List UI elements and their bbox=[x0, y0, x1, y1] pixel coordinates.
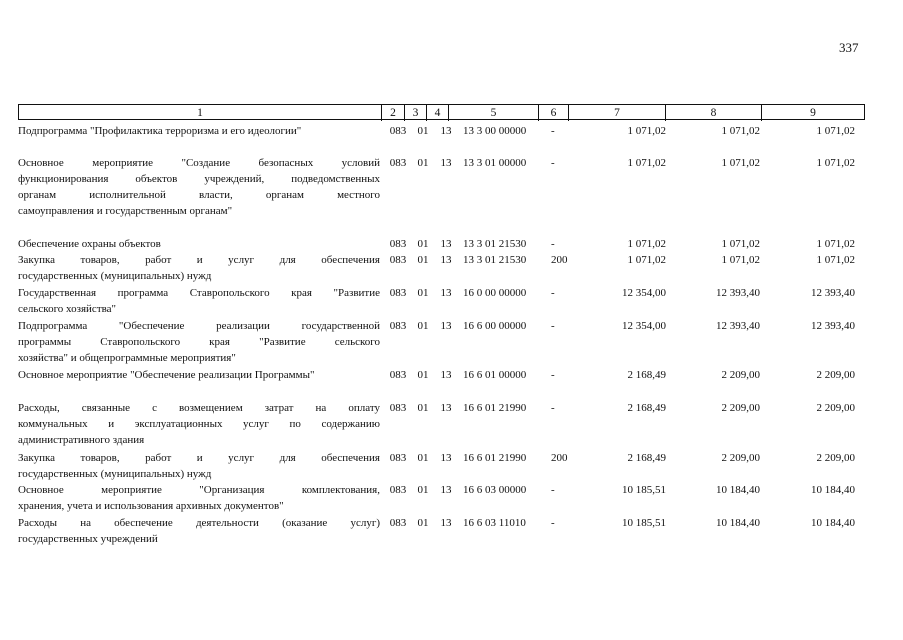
section-code: 01 bbox=[417, 517, 429, 529]
header-col-5: 5 bbox=[449, 105, 539, 121]
amount-col-9: 12 393,40 bbox=[811, 320, 855, 332]
row-name-line: Основное мероприятие "Обеспечение реализации Программы" bbox=[18, 369, 315, 381]
row-name-line: Обеспечение охраны объектов bbox=[18, 238, 161, 250]
expense-type-code: - bbox=[551, 157, 555, 169]
header-col-2: 2 bbox=[382, 105, 405, 121]
amount-col-7: 1 071,02 bbox=[627, 254, 666, 266]
amount-col-7: 10 185,51 bbox=[622, 484, 666, 496]
amount-col-9: 1 071,02 bbox=[816, 125, 855, 137]
amount-col-9: 2 209,00 bbox=[816, 369, 855, 381]
amount-col-8: 1 071,02 bbox=[721, 254, 760, 266]
row-name-line: Расходы, связанные с возмещением затрат на оплату bbox=[18, 402, 380, 414]
subsection-code: 13 bbox=[440, 402, 452, 414]
header-col-4: 4 bbox=[427, 105, 449, 121]
row-name-line: хозяйства" и общепрограммные мероприятия" bbox=[18, 352, 236, 364]
amount-col-8: 10 184,40 bbox=[716, 484, 760, 496]
row-name-line: самоуправления и государственным органам" bbox=[18, 205, 233, 217]
amount-col-8: 2 209,00 bbox=[721, 369, 760, 381]
amount-col-9: 1 071,02 bbox=[816, 238, 855, 250]
table-header bbox=[18, 104, 865, 120]
amount-col-9: 2 209,00 bbox=[816, 402, 855, 414]
row-name bbox=[18, 450, 380, 482]
row-name-line: Государственная программа Ставропольского края "Развитие bbox=[18, 287, 380, 299]
row-name-line: Закупка товаров, работ и услуг для обеспечения bbox=[18, 254, 380, 266]
section-code: 01 bbox=[417, 320, 429, 332]
header-col-3: 3 bbox=[405, 105, 427, 121]
ministry-code: 083 bbox=[389, 157, 407, 169]
target-article-code: 13 3 01 00000 bbox=[463, 157, 527, 169]
amount-col-8: 1 071,02 bbox=[721, 125, 760, 137]
row-name-line: хранения, учета и использования архивных документов" bbox=[18, 500, 284, 512]
row-name bbox=[18, 400, 380, 448]
ministry-code: 083 bbox=[389, 402, 407, 414]
row-name bbox=[18, 285, 380, 317]
amount-col-8: 12 393,40 bbox=[716, 320, 760, 332]
subsection-code: 13 bbox=[440, 320, 452, 332]
section-code: 01 bbox=[417, 238, 429, 250]
row-name-line: Основное мероприятие "Организация комплектования, bbox=[18, 484, 380, 496]
expense-type-code: - bbox=[551, 238, 555, 250]
ministry-code: 083 bbox=[389, 287, 407, 299]
target-article-code: 16 6 01 00000 bbox=[463, 369, 527, 381]
subsection-code: 13 bbox=[440, 287, 452, 299]
target-article-code: 13 3 01 21530 bbox=[463, 238, 527, 250]
amount-col-8: 2 209,00 bbox=[721, 402, 760, 414]
target-article-code: 16 0 00 00000 bbox=[463, 287, 527, 299]
row-name-line: Расходы на обеспечение деятельности (оказание услуг) bbox=[18, 517, 380, 529]
section-code: 01 bbox=[417, 157, 429, 169]
amount-col-8: 1 071,02 bbox=[721, 157, 760, 169]
ministry-code: 083 bbox=[389, 254, 407, 266]
amount-col-8: 10 184,40 bbox=[716, 517, 760, 529]
target-article-code: 13 3 01 21530 bbox=[463, 254, 527, 266]
expense-type-code: - bbox=[551, 287, 555, 299]
row-name bbox=[18, 318, 380, 366]
row-name bbox=[18, 367, 380, 383]
expense-type-code: 200 bbox=[551, 452, 568, 464]
row-name-line: программы Ставропольского края "Развитие сельского bbox=[18, 336, 380, 348]
row-name-line: государственных учреждений bbox=[18, 533, 158, 545]
section-code: 01 bbox=[417, 254, 429, 266]
amount-col-8: 2 209,00 bbox=[721, 452, 760, 464]
subsection-code: 13 bbox=[440, 452, 452, 464]
row-name-line: Подпрограмма "Профилактика терроризма и его идеологии" bbox=[18, 125, 302, 137]
expense-type-code: - bbox=[551, 402, 555, 414]
subsection-code: 13 bbox=[440, 125, 452, 137]
ministry-code: 083 bbox=[389, 452, 407, 464]
amount-col-9: 10 184,40 bbox=[811, 484, 855, 496]
subsection-code: 13 bbox=[440, 517, 452, 529]
amount-col-8: 12 393,40 bbox=[716, 287, 760, 299]
amount-col-7: 2 168,49 bbox=[627, 452, 666, 464]
section-code: 01 bbox=[417, 369, 429, 381]
section-code: 01 bbox=[417, 125, 429, 137]
amount-col-7: 1 071,02 bbox=[627, 238, 666, 250]
expense-type-code: - bbox=[551, 369, 555, 381]
row-name-line: сельского хозяйства" bbox=[18, 303, 117, 315]
row-name bbox=[18, 515, 380, 547]
amount-col-9: 2 209,00 bbox=[816, 452, 855, 464]
amount-col-8: 1 071,02 bbox=[721, 238, 760, 250]
amount-col-9: 10 184,40 bbox=[811, 517, 855, 529]
ministry-code: 083 bbox=[389, 484, 407, 496]
row-name-line: Закупка товаров, работ и услуг для обеспечения bbox=[18, 452, 380, 464]
header-col-1: 1 bbox=[19, 105, 382, 121]
row-name-line: государственных (муниципальных) нужд bbox=[18, 270, 212, 282]
amount-col-7: 2 168,49 bbox=[627, 369, 666, 381]
header-col-7: 7 bbox=[569, 105, 666, 121]
target-article-code: 16 6 03 11010 bbox=[463, 517, 526, 529]
ministry-code: 083 bbox=[389, 369, 407, 381]
row-name-line: органам исполнительной власти, органам местного bbox=[18, 189, 380, 201]
page-number: 337 bbox=[839, 40, 859, 55]
expense-type-code: - bbox=[551, 320, 555, 332]
amount-col-7: 12 354,00 bbox=[622, 320, 666, 332]
amount-col-7: 12 354,00 bbox=[622, 287, 666, 299]
section-code: 01 bbox=[417, 452, 429, 464]
subsection-code: 13 bbox=[440, 238, 452, 250]
row-name bbox=[18, 236, 380, 252]
row-name-line: функционирования объектов учреждений, подведомственных bbox=[18, 173, 380, 185]
section-code: 01 bbox=[417, 287, 429, 299]
row-name bbox=[18, 123, 380, 139]
subsection-code: 13 bbox=[440, 157, 452, 169]
ministry-code: 083 bbox=[389, 125, 407, 137]
expense-type-code: 200 bbox=[551, 254, 568, 266]
section-code: 01 bbox=[417, 484, 429, 496]
amount-col-7: 1 071,02 bbox=[627, 157, 666, 169]
target-article-code: 16 6 01 21990 bbox=[463, 402, 527, 414]
subsection-code: 13 bbox=[440, 254, 452, 266]
section-code: 01 bbox=[417, 402, 429, 414]
row-name-line: Подпрограмма "Обеспечение реализации государственной bbox=[18, 320, 380, 332]
expense-type-code: - bbox=[551, 125, 555, 137]
amount-col-7: 2 168,49 bbox=[627, 402, 666, 414]
header-col-6: 6 bbox=[539, 105, 569, 121]
row-name-line: коммунальных и эксплуатационных услуг по содержанию bbox=[18, 418, 380, 430]
target-article-code: 13 3 00 00000 bbox=[463, 125, 527, 137]
target-article-code: 16 6 00 00000 bbox=[463, 320, 527, 332]
amount-col-7: 1 071,02 bbox=[627, 125, 666, 137]
row-name bbox=[18, 252, 380, 284]
expense-type-code: - bbox=[551, 484, 555, 496]
subsection-code: 13 bbox=[440, 369, 452, 381]
row-name-line: Основное мероприятие "Создание безопасных условий bbox=[18, 157, 380, 169]
header-col-9: 9 bbox=[810, 107, 816, 119]
row-name bbox=[18, 155, 380, 219]
ministry-code: 083 bbox=[389, 320, 407, 332]
row-name bbox=[18, 482, 380, 514]
row-name-line: государственных (муниципальных) нужд bbox=[18, 468, 212, 480]
target-article-code: 16 6 03 00000 bbox=[463, 484, 527, 496]
expense-type-code: - bbox=[551, 517, 555, 529]
amount-col-9: 1 071,02 bbox=[816, 254, 855, 266]
row-name-line: административного здания bbox=[18, 434, 145, 446]
subsection-code: 13 bbox=[440, 484, 452, 496]
amount-col-9: 12 393,40 bbox=[811, 287, 855, 299]
ministry-code: 083 bbox=[389, 238, 407, 250]
header-col-8: 8 bbox=[666, 105, 762, 121]
amount-col-7: 10 185,51 bbox=[622, 517, 666, 529]
amount-col-9: 1 071,02 bbox=[816, 157, 855, 169]
target-article-code: 16 6 01 21990 bbox=[463, 452, 527, 464]
ministry-code: 083 bbox=[389, 517, 407, 529]
